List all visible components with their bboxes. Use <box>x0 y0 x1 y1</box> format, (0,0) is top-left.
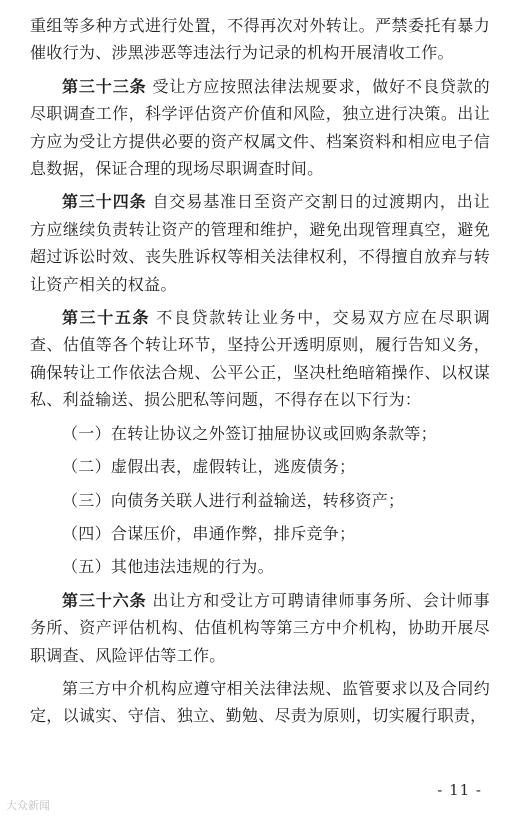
article-35 <box>30 304 490 414</box>
article-33-number: 第三十三条 <box>62 76 147 96</box>
article-33-text: 受让方应按照法律法规要求，做好不良贷款的尽职调查工作，科学评估资产价值和风险，独立进行决策。出让方应为受让方提供必要的资产权属文件、档案资料和相应电子信息数据，保证合理的现场尽职调查时间。 <box>30 76 490 179</box>
article-36-text: 出让方和受让方可聘请律师事务所、会计师事务所、资产评估机构、估值机构等第三方中介机构，协助开展尽职调查、风险评估等工作。 <box>30 590 490 665</box>
article-34-number: 第三十四条 <box>62 192 147 212</box>
article-34 <box>30 188 490 298</box>
article-35-item: （一）在转让协议之外签订抽屉协议或回购条款等； <box>62 423 437 443</box>
article-35-text: 不良贷款转让业务中，交易双方应在尽职调查、估值等各个转让环节，坚持公开透明原则，履行告知义务，确保转让工作依法合规、公平公正，坚决杜绝暗箱操作、以权谋私、利益输送、损公肥私等问题，不得存在以下行为： <box>30 308 490 410</box>
article-33 <box>30 73 490 183</box>
article-35-item: （二）虚假出表，虚假转让，逃废债务； <box>62 457 356 477</box>
article-35-item: （五）其他违法违规的行为。 <box>62 557 274 577</box>
watermark-logo: 大众新闻 <box>6 799 50 812</box>
article-35-item: （四）合谋压价，串通作弊，排斥竞争； <box>62 523 356 543</box>
article-36 <box>30 587 490 669</box>
article-36-follow-paragraph: 第三方中介机构应遵守相关法律法规、监管要求以及合同约定，以诚实、守信、独立、勤勉、尽责为原则，切实履行职责， <box>30 678 490 726</box>
page-number: - 11 - <box>437 781 482 799</box>
article-35-item: （三）向债务关联人进行利益输送，转移资产； <box>62 490 405 510</box>
article-36-number: 第三十六条 <box>62 590 147 610</box>
article-34-text: 自交易基准日至资产交割日的过渡期内，出让方应继续负责转让资产的管理和维护，避免出现管理真空，避免超过诉讼时效、丧失胜诉权等相关法律权利，不得擅自放弃与转让资产相关的权益。 <box>30 192 490 294</box>
document-page <box>30 12 490 736</box>
article-35-number: 第三十五条 <box>62 308 151 328</box>
lead-paragraph: 重组等多种方式进行处置，不得再次对外转让。严禁委托有暴力催收行为、涉黑涉恶等违法行为记录的机构开展清收工作。 <box>30 16 490 63</box>
